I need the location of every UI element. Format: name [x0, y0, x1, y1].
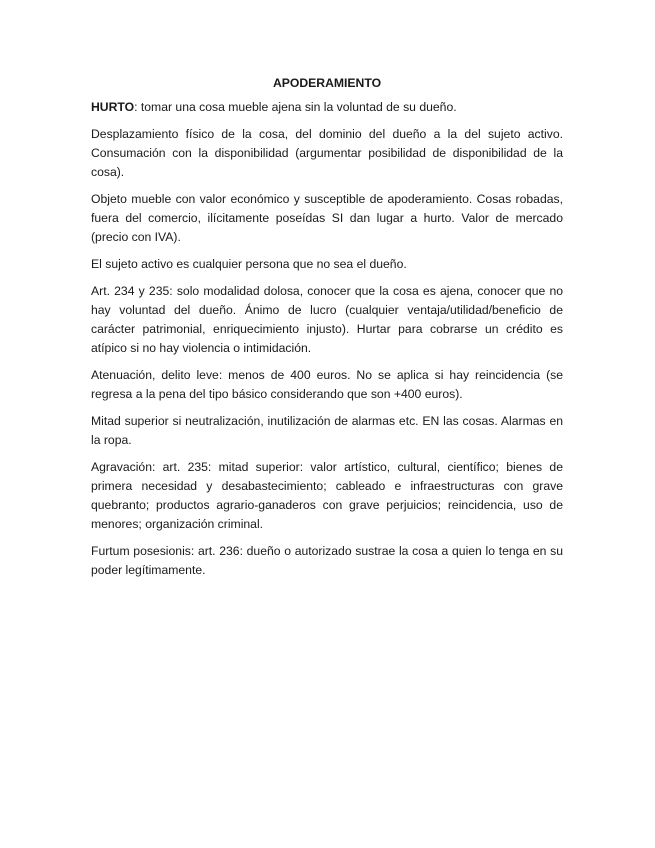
paragraph: Art. 234 y 235: solo modalidad dolosa, conocer que la cosa es ajena, conocer que no hay voluntad del dueño. Ánimo de lucro (cualquier ventaja/utilidad/beneficio de carácter patrimonial, enriquecimiento injusto). Hurtar para cobrarse un crédito es atípico si no hay violencia o intimidación. — [91, 284, 563, 355]
hurto-definition: : tomar una cosa mueble ajena sin la voluntad de su dueño. — [134, 100, 457, 114]
paragraph: Agravación: art. 235: mitad superior: valor artístico, cultural, científico; bienes de primera necesidad y desabastecimiento; cableado e infraestructuras con grave quebranto; productos agrario-ganaderos con grave perjuicios; reincidencia, uso de menores; organización criminal. — [91, 460, 563, 531]
paragraph: Furtum posesionis: art. 236: dueño o autorizado sustrae la cosa a quien lo tenga en su poder legítimamente. — [91, 544, 563, 577]
hurto-term: HURTO — [91, 100, 135, 114]
paragraph: Mitad superior si neutralización, inutilización de alarmas etc. EN las cosas. Alarmas en la ropa. — [91, 414, 563, 447]
paragraph: Atenuación, delito leve: menos de 400 euros. No se aplica si hay reincidencia (se regresa a la pena del tipo básico considerando que son +400 euros). — [91, 368, 563, 401]
paragraph: Desplazamiento físico de la cosa, del dominio del dueño a la del sujeto activo. Consumación con la disponibilidad (argumentar posibilidad de disponibilidad de la cosa). — [91, 127, 563, 179]
paragraph-hurto — [91, 98, 563, 117]
paragraph: El sujeto activo es cualquier persona que no sea el dueño. — [91, 257, 407, 271]
document-page — [91, 74, 563, 588]
document-title: APODERAMIENTO — [272, 76, 382, 90]
paragraph: Objeto mueble con valor económico y susceptible de apoderamiento. Cosas robadas, fuera del comercio, ilícitamente poseídas SI dan lugar a hurto. Valor de mercado (precio con IVA). — [91, 192, 563, 244]
